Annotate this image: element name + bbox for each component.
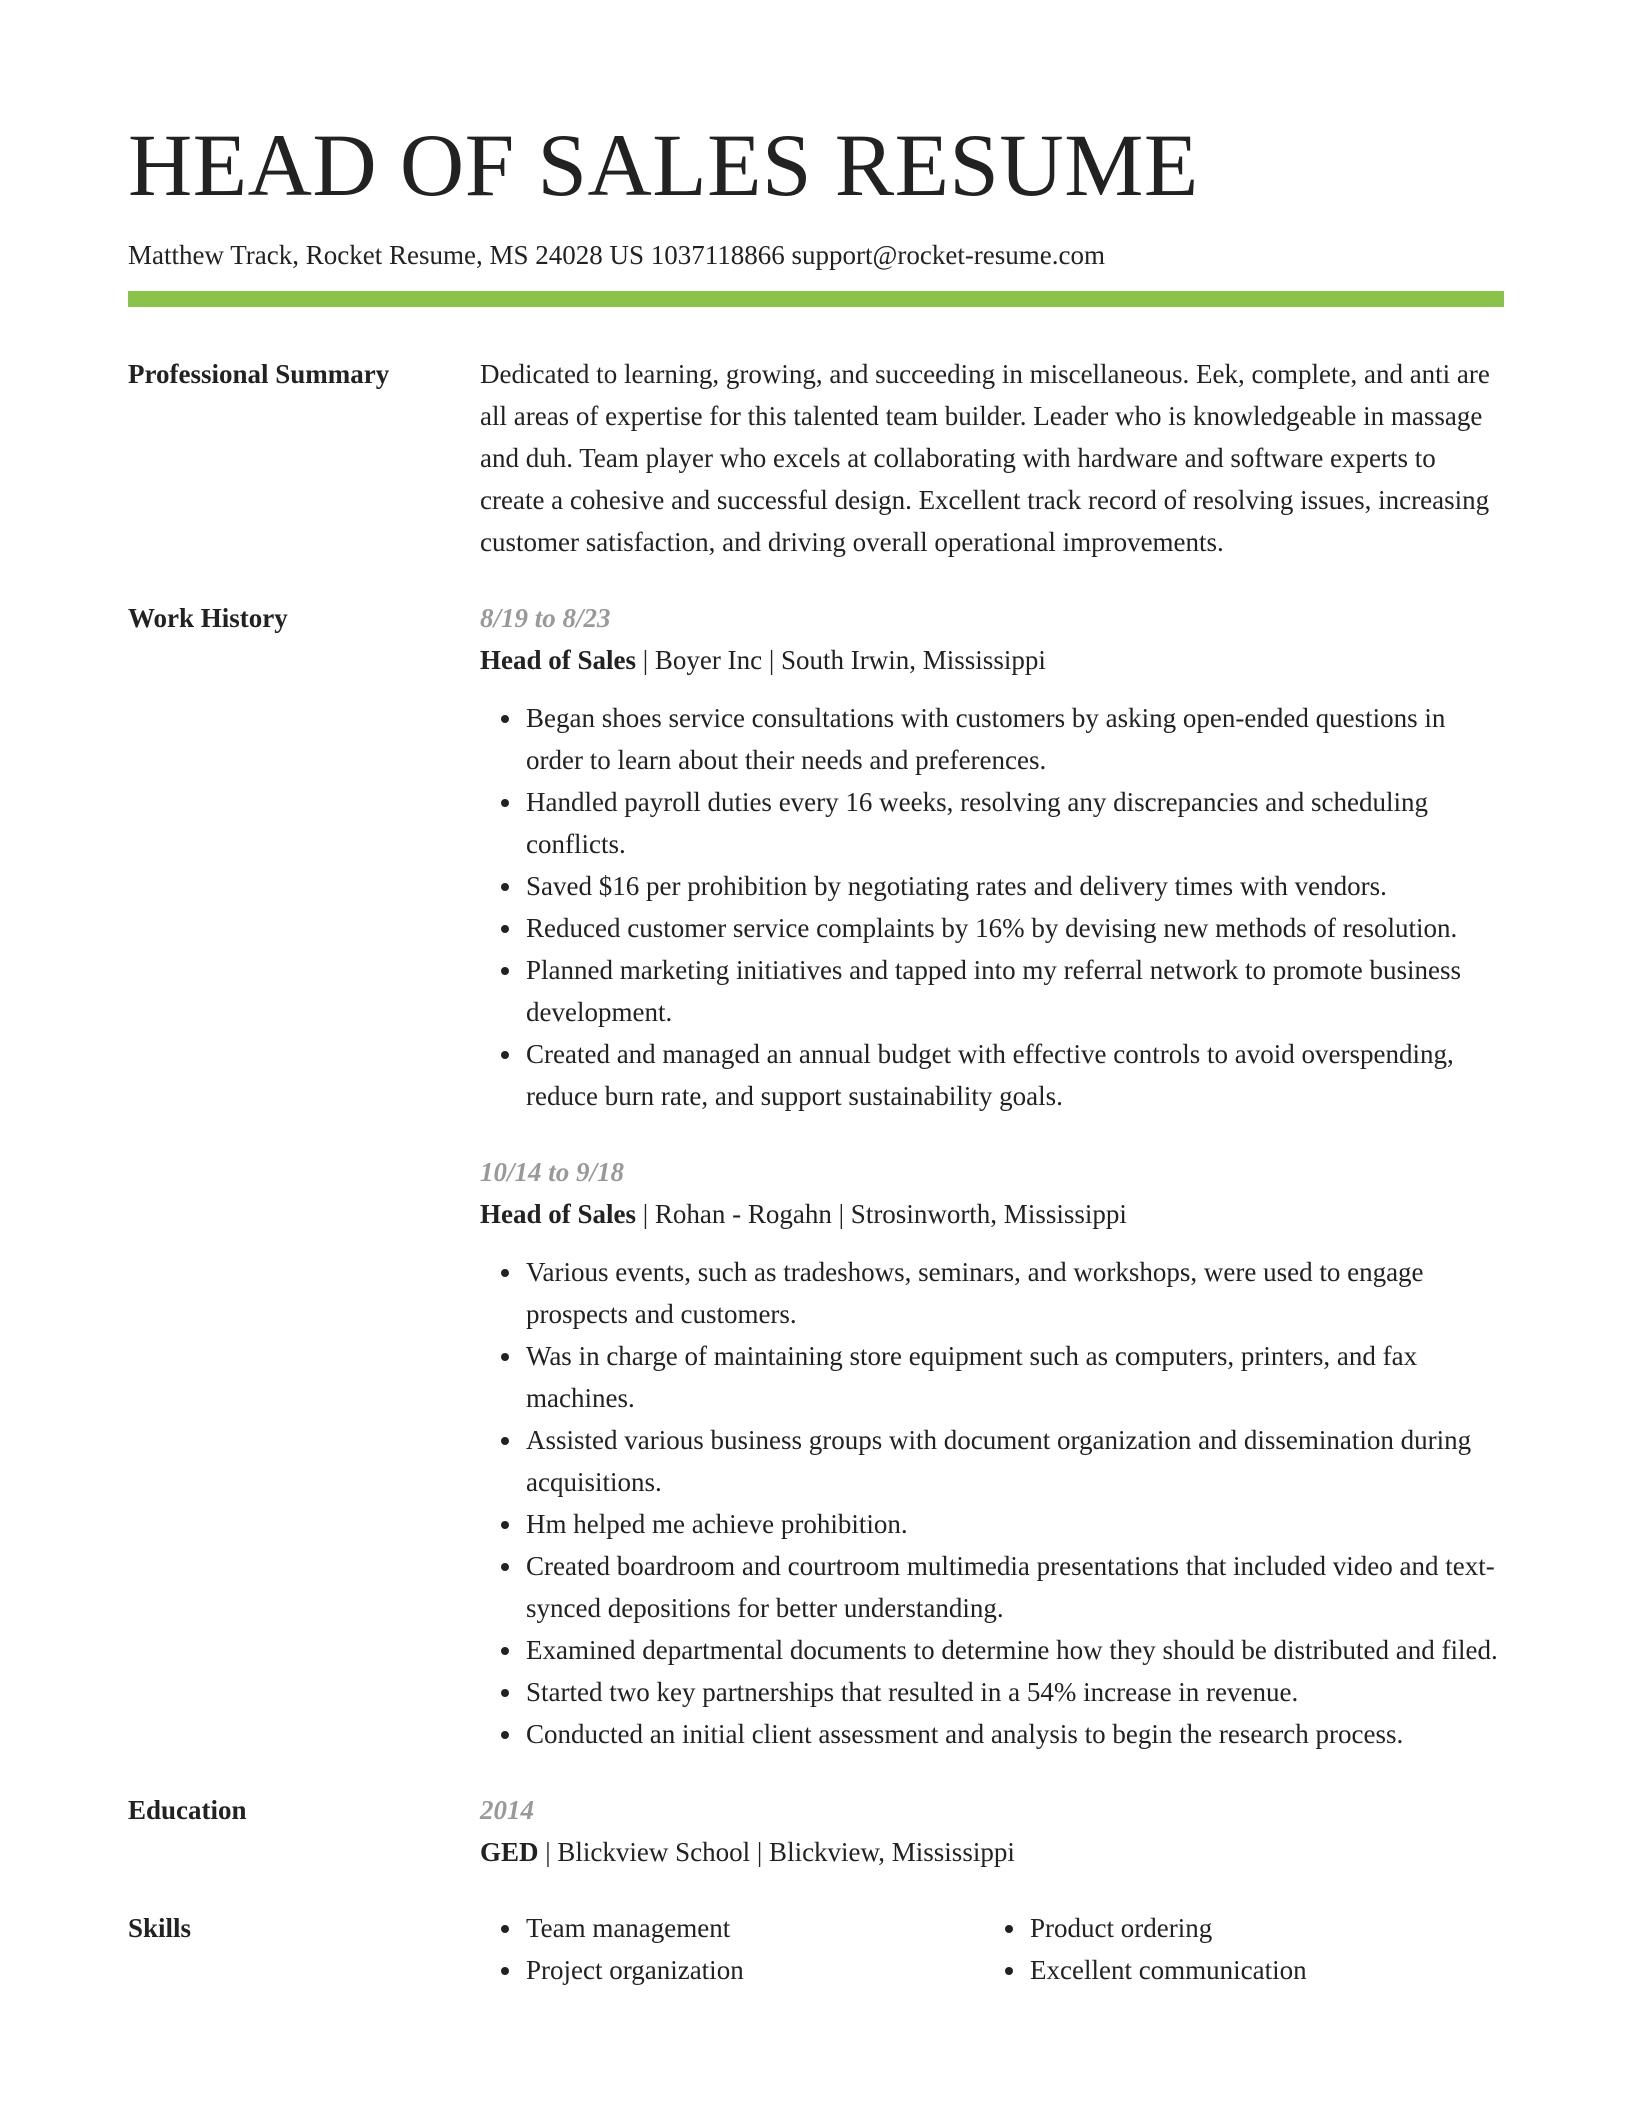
job-bullet: • Assisted various business groups with document organization and dissemination during acquisitions. (524, 1419, 1504, 1503)
education-label: Education (128, 1795, 247, 1826)
job-bullets (480, 1251, 1504, 1755)
job-bullet: • Various events, such as tradeshows, seminars, and workshops, were used to engage prospects and customers. (524, 1251, 1504, 1335)
skills-label: Skills (128, 1913, 192, 1944)
job-bullet: • Began shoes service consultations with customers by asking open-ended questions in order to learn about their needs and preferences. (524, 697, 1504, 781)
summary-body (480, 353, 1504, 563)
job-date: 10/14 to 9/18 (480, 1157, 625, 1188)
education-body (480, 1789, 1504, 1873)
job-details: | Rohan - Rogahn | Strosinworth, Mississippi (636, 1199, 1127, 1230)
skill-item: • Team management (524, 1907, 984, 1949)
job-bullet: • Created boardroom and courtroom multimedia presentations that included video and text-synced depositions for better understanding. (524, 1545, 1504, 1629)
skill-item: • Product ordering (1028, 1907, 1488, 1949)
skills-grid (480, 1907, 1504, 1991)
education-details: | Blickview School | Blickview, Mississippi (538, 1837, 1015, 1868)
skills-column (480, 1907, 984, 1991)
skills-column (984, 1907, 1488, 1991)
job-role-line (480, 1193, 1504, 1235)
job-bullet: • Created and managed an annual budget with effective controls to avoid overspending, reduce burn rate, and support sustainability goals. (524, 1033, 1504, 1117)
job-date: 8/19 to 8/23 (480, 603, 611, 634)
contact-line: Matthew Track, Rocket Resume, MS 24028 US 1037118866 support@rocket-resume.com (128, 240, 1106, 270)
job-bullet: • Examined departmental documents to determine how they should be distributed and filed. (524, 1629, 1504, 1671)
skill-item: • Project organization (524, 1949, 984, 1991)
accent-divider (128, 291, 1504, 307)
work-history-body (480, 597, 1504, 1755)
job-bullet: • Hm helped me achieve prohibition. (524, 1503, 1504, 1545)
summary-section (128, 353, 1504, 563)
skill-item: • Excellent communication (1028, 1949, 1488, 1991)
job-bullet: • Was in charge of maintaining store equipment such as computers, printers, and fax machines. (524, 1335, 1504, 1419)
job-bullet: • Handled payroll duties every 16 weeks, resolving any discrepancies and scheduling conflicts. (524, 781, 1504, 865)
job-bullet: • Conducted an initial client assessment and analysis to begin the research process. (524, 1713, 1504, 1755)
education-date: 2014 (480, 1795, 534, 1826)
job-title: Head of Sales (480, 1199, 637, 1230)
work-history-label: Work History (128, 603, 288, 634)
resume-title: HEAD OF SALES RESUME (128, 117, 1199, 215)
job-details: | Boyer Inc | South Irwin, Mississippi (636, 645, 1046, 676)
job-bullet: • Started two key partnerships that resulted in a 54% increase in revenue. (524, 1671, 1504, 1713)
skills-section (128, 1907, 1504, 1991)
summary-label: Professional Summary (128, 359, 390, 390)
job-bullet: • Reduced customer service complaints by 16% by devising new methods of resolution. (524, 907, 1504, 949)
job-bullet: • Planned marketing initiatives and tapped into my referral network to promote business development. (524, 949, 1504, 1033)
education-degree: GED (480, 1837, 539, 1868)
skills-body (480, 1907, 1504, 1991)
job-entry (480, 1151, 1504, 1755)
education-line (480, 1831, 1504, 1873)
education-section (128, 1789, 1504, 1873)
job-role-line (480, 639, 1504, 681)
job-title: Head of Sales (480, 645, 637, 676)
job-bullets (480, 697, 1504, 1117)
job-bullet: • Saved $16 per prohibition by negotiating rates and delivery times with vendors. (524, 865, 1504, 907)
summary-text: Dedicated to learning, growing, and succeeding in miscellaneous. Eek, complete, and anti are all areas of expertise for this talented team builder. Leader who is knowledgeable in massage and duh. Team player who excels at collaborating with hardware and software experts to create a cohesive and successful design. Excellent track record of resolving issues, increasing customer satisfaction, and driving overall operational improvements. (480, 359, 1490, 558)
work-history-section (128, 597, 1504, 1755)
job-entry (480, 597, 1504, 1117)
